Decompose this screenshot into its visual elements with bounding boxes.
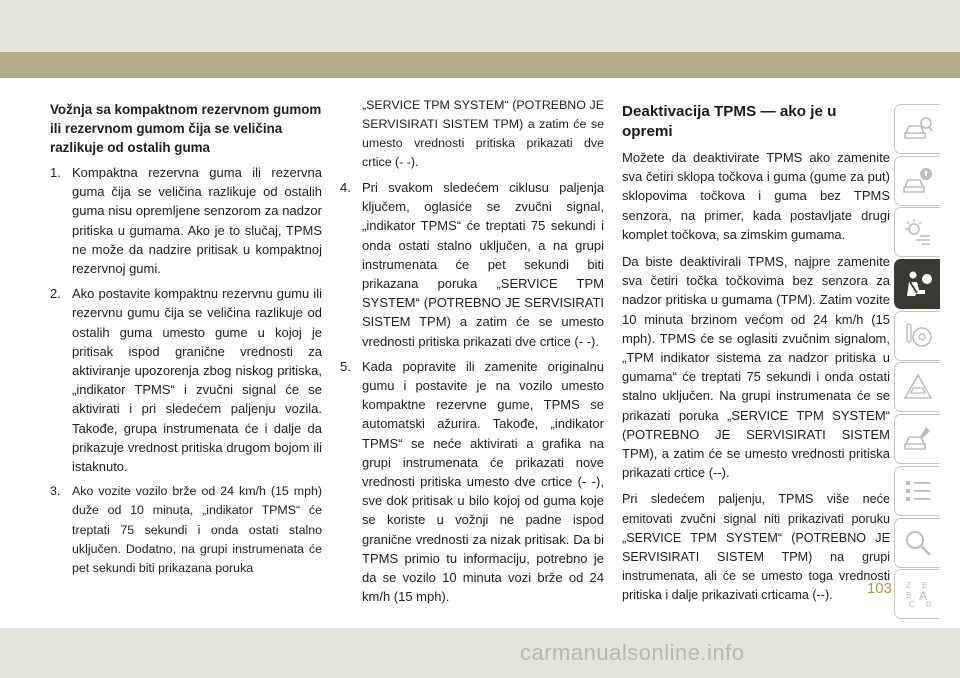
tab-index[interactable]	[894, 569, 940, 619]
section-heading: Vožnja sa kompaktnom rezervnom gumom ili rezervnom gumom čija se veličina razlikuje od ostalih guma	[50, 102, 322, 155]
svg-text:D: D	[925, 600, 932, 610]
svg-text:B: B	[905, 591, 911, 601]
list-item-3	[50, 482, 322, 578]
continued-text: „SERVICE TPM SYSTEM“ (POTREBNO JE SERVISIRATI SISTEM TPM) a zatim će se umesto vrednosti pritiska prikazati dve crtice (- -).	[362, 98, 604, 169]
car-info-icon	[902, 165, 934, 197]
list-item-2	[50, 284, 322, 476]
svg-text:A: A	[918, 589, 927, 604]
tab-seatbelt-airbag[interactable]	[894, 259, 940, 309]
tab-warning[interactable]	[894, 362, 940, 412]
svg-text:C: C	[908, 600, 915, 610]
list-text: Kompaktna rezervna guma ili rezervna guma čija se veličina razlikuje od ostalih guma nisu opremljene senzorom za nadzor pritiska u gumama. Ako je to slučaj, TPMS ne može da nadzire pritisak u kompaktnoj rezervnoj gumi.	[72, 165, 322, 277]
list-item-5	[340, 357, 604, 607]
top-stripe	[0, 52, 960, 78]
top-band	[0, 0, 960, 52]
key-steering-wheel-icon	[902, 320, 934, 352]
column-3	[622, 102, 890, 614]
column-2	[340, 96, 604, 612]
tab-specifications[interactable]	[894, 466, 940, 516]
paragraph: Pri sledećem paljenju, TPMS više neće emitovati zvučni signal niti prikazivati poruku „SERVICE TPM SYSTEM“ (POTREBNO JE SERVISIRATI SISTEM TPM) na grupi instrumenata, ali će se umesto toga vrednosti pritiska i dalje prikazivati crticama (--).	[622, 492, 890, 603]
paragraph: Da biste deaktivirali TPMS, najpre zamenite sva četiri točka točkovima bez senzora za nadzor pritiska u gumama (TPM). Zatim vozite 10 minuta brzinom većom od 24 km/h (15 mph). TPMS će se oglasiti zvučnim signalom, „TPM indikator sistema za nadzor pritiska u gumama“ će treptati 75 sekundi i onda ostati stalno uključen. Na grupi instrumenata će se prikazati poruka „SERVICE TPM SYSTEM“ (POTREBNO JE SERVISIRATI SISTEM TPM), a zatim će se umesto vrednosti pritiska prikazati crtice (--).	[622, 254, 890, 481]
list-item-4	[340, 178, 604, 351]
bottom-band	[0, 628, 960, 678]
tab-service[interactable]	[894, 414, 940, 464]
section-title: Deaktivacija TPMS — ako je u opremi	[622, 103, 837, 140]
list-number: 5.	[340, 358, 351, 374]
list-number: 2.	[50, 286, 61, 302]
paragraph: Možete da deaktivirate TPMS ako zamenite sva četiri sklopa točkova i guma (gume za put) sklopovima točkova i guma bez TPMS senzora, na primer, kada postavljate drugi komplet točkova, sa zimskim gumama.	[622, 150, 890, 242]
list-text: Kada popravite ili zamenite originalnu gumu i postavite je na vozilo umesto kompaktne rezervne gume, TPMS se automatski ažurira. Takođe, „indikator TPMS“ se neće aktivirati a grafika na grupi instrumenata će prikazati nove vrednosti pritiska umesto dve crtice (- -), sve dok pritisak u bilo kojoj od guma koje se koriste u vožnji ne padne ispod granične vrednosti za nizak pritisak. Da bi TPMS primio tu informaciju, potrebno je da se vozilo 10 minuta vozi brže od 24 km/h (15 mph).	[362, 358, 604, 605]
page-number: 103	[866, 580, 892, 597]
warning-triangle-car-icon	[902, 371, 934, 403]
watermark: carmanualsonline.info	[520, 640, 745, 665]
dashboard-lights-icon	[902, 216, 934, 248]
tab-search[interactable]	[894, 518, 940, 568]
list-text: Ako postavite kompaktnu rezervnu gumu ili rezervnu gumu čija se veličina razlikuje od ostalih guma umesto gume u kojoj je pritisak ispod granične vrednosti za aktiviranje upozorenja zbog niskog pritiska, „indikator TPMS“ i zvučni signal će se aktivirati i pri sledećem paljenju vozila. Takođe, grupa instrumenata će i dalje da prikazuje vrednost pritiska drugom bojom ili istaknuto.	[72, 286, 322, 475]
svg-text:Z: Z	[905, 581, 911, 591]
tab-key-steering[interactable]	[894, 311, 940, 361]
list-text: Pri svakom sledećem ciklusu paljenja ključem, oglasiće se zvučni signal, „indikator TPMS“ će treptati 75 sekundi i onda ostati stalno uključen, a na grupi instrumenata će pet sekundi biti prikazana poruka „SERVICE TPM SYSTEM“ (POTREBNO JE SERVISIRATI SISTEM TPM) a zatim će se umesto vrednosti pritiska prikazati dve crtice (- -).	[362, 180, 604, 349]
list-text: Ako vozite vozilo brže od 24 km/h (15 mph) duže od 10 minuta, „indikator TPMS“ će treptati 75 sekundi i onda ostati stalno uključen. Dodatno, na grupi instrumenata će pet sekundi biti prikazana poruka	[72, 484, 322, 576]
tab-car-search[interactable]	[894, 104, 940, 154]
seatbelt-airbag-icon	[902, 268, 934, 300]
list-number: 3.	[50, 484, 61, 499]
wrench-car-icon	[902, 423, 934, 455]
list-number: 1.	[50, 165, 61, 180]
tab-car-info[interactable]	[894, 156, 940, 206]
chapter-tabs	[894, 104, 940, 621]
svg-text:E: E	[921, 581, 927, 591]
magnifier-icon	[902, 527, 934, 559]
list-item-1	[50, 163, 322, 278]
column-1	[50, 100, 322, 584]
alphabet-index-icon	[902, 578, 934, 610]
car-search-icon	[902, 113, 934, 145]
tab-dashboard-lights[interactable]	[894, 207, 940, 257]
list-number: 4.	[340, 180, 351, 195]
checklist-icon	[902, 475, 934, 507]
